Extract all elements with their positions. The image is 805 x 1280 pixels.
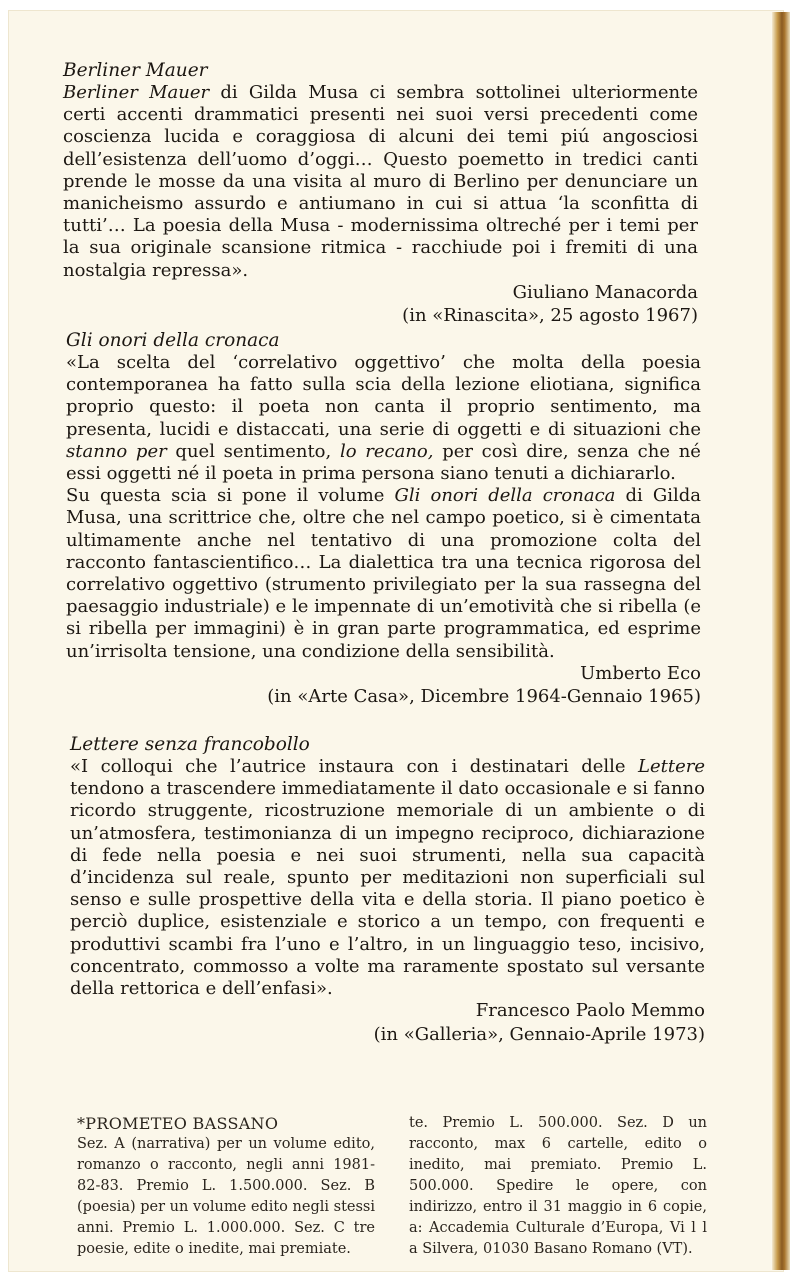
- italic-text: Lettere: [638, 756, 705, 777]
- review-lettere-senza-francobollo: [70, 734, 705, 1047]
- review-title: Gli onori della cronaca: [66, 330, 280, 351]
- notice-column-left: [77, 1113, 375, 1260]
- review-source: (in «Galleria», Gennaio-Aprile 1973): [373, 1023, 705, 1045]
- review-gli-onori-della-cronaca: [66, 330, 701, 709]
- text-run: Su questa scia si pone il volume: [66, 485, 395, 507]
- review-berliner-mauer: [63, 60, 698, 328]
- review-author: Umberto Eco: [580, 662, 701, 684]
- review-body: [66, 352, 701, 485]
- notice-text-continued: te. Premio L. 500.000. Sez. D un racconto, max 6 cartelle, edito o inedito, mai premiato. Premio L. 500.000. Spedire le opere, con indirizzo, entro il 31 maggio in 6 copie, a: Accademia Culturale d’Europa, Vi l l a Silvera, 01030 Basano Romano (VT).: [409, 1115, 707, 1257]
- prize-notice: [77, 1113, 707, 1260]
- text-run: per così dire, senza che né essi oggetti né il poeta in prima persona siano tenuti a dichiararlo.: [66, 440, 701, 485]
- italic-text: Berliner Mauer: [63, 82, 210, 103]
- page-edge: [772, 12, 790, 1270]
- review-title: Berliner Mauer: [63, 60, 208, 81]
- italic-text: lo recano,: [339, 440, 434, 462]
- text-run: «La scelta del ‘correlativo oggettivo’ che molta della poesia contemporanea ha fatto sulla scia della lezione eliotiana, significa proprio questo: il poeta non canta il proprio sentimento, ma presenta, lucidi e distaccati, una serie di oggetti e di situazioni che: [66, 352, 701, 440]
- notice-text: Sez. A (narrativa) per un volume edito, romanzo o racconto, negli anni 1981-82-83. Premio L. 1.500.000. Sez. B (poesia) per un volume edito negli stessi anni. Premio L. 1.000.000. Sez. C tre poesie, edite o inedite, mai premiate.: [77, 1136, 375, 1257]
- text-run: di Gilda Musa, una scrittrice che, oltre che nel campo poetico, si è cimentata ultimamente anche nel tentativo di una promozione colta del racconto fantascientifico… La dialettica tra una tecnica rigorosa del correlativo oggettivo (strumento privilegiato per la sua rassegna del paesaggio industriale) e le impennate di un’emotività che si ribella (e si ribella per immagini) è in gran parte programmatica, ed esprime un’irrisolta tensione, una condizione della sensibilità.: [66, 485, 701, 662]
- review-author: Giuliano Manacorda: [512, 281, 698, 303]
- text-run: quel sentimento,: [166, 440, 340, 462]
- text-run: tendono a trascendere immediatamente il dato occasionale e si fanno ricordo struggente, ricostruzione memoriale di un ambiente o di un’atmosfera, testimonianza di un impegno reciproco, dichiarazione di fede nella poesia e nei suoi strumenti, nella sua capacità d’incidenza sul reale, spunto per meditazioni non superficiali sul senso e sulle prospettive della vita e della storia. Il piano poetico è perciò duplice, esistenziale e storico a un tempo, con frequenti e produttivi scambi fra l’uno e l’altro, in un linguaggio teso, incisivo, concentrato, commosso a volte ma raramente spostato sul versante della rettorica e dell’enfasi».: [70, 778, 705, 1000]
- review-body-continued: [66, 485, 701, 663]
- review-title: Lettere senza francobollo: [70, 734, 310, 755]
- notice-column-right: [409, 1113, 707, 1260]
- review-source: (in «Rinascita», 25 agosto 1967): [402, 305, 698, 327]
- text-run: di Gilda Musa ci sembra sottolinei ulteriormente certi accenti drammatici presenti nei suoi versi precedenti come coscienza lucida e coraggiosa di alcuni dei temi piú angosciosi dell’esistenza dell’uomo d’oggi… Questo poemetto in tredici canti prende le mosse da una visita al muro di Berlino per denunciare un manicheismo assurdo e antiumano in cui si attua ‘la sconfitta di tutti’… La poesia della Musa - modernissima oltreché per i temi per la sua originale scansione ritmica - racchiude poi i fremiti di una nostalgia repressa».: [63, 82, 698, 281]
- review-source: (in «Arte Casa», Dicembre 1964-Gennaio 1965): [267, 686, 701, 708]
- text-run: «I colloqui che l’autrice instaura con i destinatari delle: [70, 756, 639, 777]
- review-body: [70, 756, 705, 1000]
- italic-text: Gli onori della cronaca: [394, 485, 616, 507]
- italic-text: stanno per: [66, 440, 167, 462]
- review-body: [63, 82, 698, 282]
- notice-heading: *PROMETEO BASSANO: [77, 1114, 279, 1133]
- review-author: Francesco Paolo Memmo: [475, 1000, 705, 1022]
